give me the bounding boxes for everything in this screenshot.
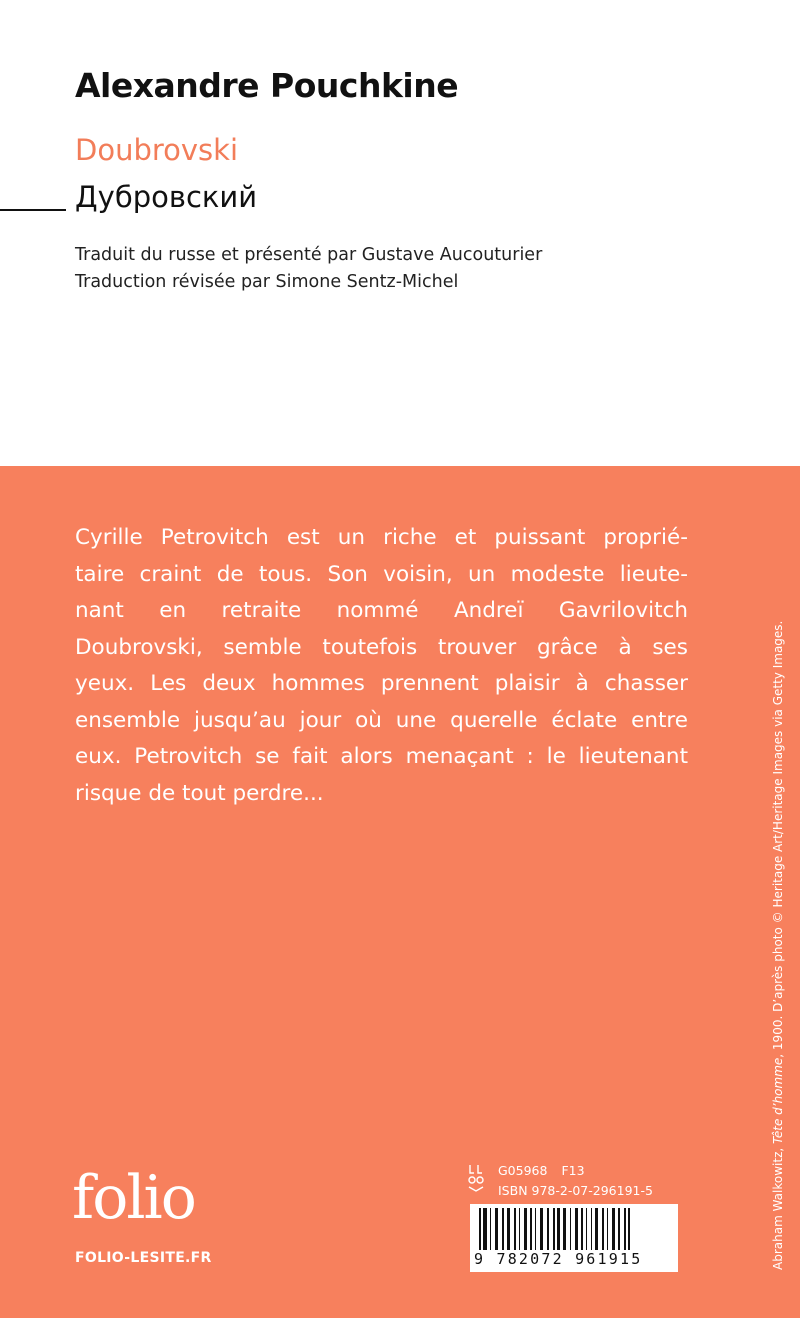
barcode-bar	[507, 1208, 510, 1250]
barcode-bar	[483, 1208, 485, 1256]
barcode-bar	[490, 1208, 491, 1250]
barcode-bar	[618, 1208, 620, 1250]
image-credit	[771, 621, 785, 1270]
blurb-line: ensemble jusqu’au jour où une querelle éclate entre	[75, 707, 688, 733]
barcode-bar	[628, 1208, 630, 1256]
barcode-bar	[502, 1208, 504, 1250]
image-credit-work-title: Tête d’homme	[771, 1057, 785, 1144]
barcode-bar	[530, 1208, 532, 1250]
cover-header	[0, 0, 800, 466]
product-code: G05968	[498, 1163, 548, 1178]
blurb-text	[75, 520, 688, 812]
barcode-bar	[485, 1208, 487, 1250]
ean-digits: 9 782072 961915	[474, 1250, 674, 1268]
barcode-bar	[563, 1208, 566, 1250]
barcode-bar	[602, 1208, 604, 1250]
barcode-bar	[540, 1208, 543, 1250]
folio-site-link[interactable]: FOLIO-LESITE.FR	[75, 1250, 212, 1266]
blurb-line: yeux. Les deux hommes prennent plaisir à chasser	[75, 671, 688, 696]
barcode-bar	[586, 1208, 587, 1250]
blurb-line: taire craint de tous. Son voisin, un modeste lieute-	[75, 561, 688, 587]
title-french: Doubrovski	[75, 133, 239, 167]
isbn: ISBN 978-2-07-296191-5	[498, 1183, 653, 1198]
blurb-line: risque de tout perdre...	[75, 780, 324, 806]
barcode-bar	[557, 1208, 559, 1256]
barcode-bar	[479, 1208, 481, 1256]
price-code: F13	[561, 1163, 585, 1178]
revision-credit: Traduction révisée par Simone Sentz-Michel	[75, 272, 459, 292]
folio-logo: folio	[72, 1163, 195, 1233]
barcode-bar	[553, 1208, 555, 1256]
barcode-bar	[607, 1208, 608, 1250]
title-rule	[0, 209, 66, 211]
barcode-bar	[612, 1208, 615, 1250]
image-credit-artist: Abraham Walkowitz,	[771, 1143, 785, 1270]
barcode-bar	[575, 1208, 578, 1250]
barcode-bar	[624, 1208, 626, 1256]
barcode-bar	[570, 1208, 571, 1250]
barcode-bars	[473, 1208, 673, 1256]
barcode-bar	[495, 1208, 498, 1250]
barcode-bar	[524, 1208, 527, 1250]
barcode-bar	[581, 1208, 583, 1250]
barcode-bar	[519, 1208, 520, 1250]
barcode-bar	[535, 1208, 536, 1250]
barcode-bar	[514, 1208, 516, 1250]
image-credit-source: , 1900. D’après photo © Heritage Art/Heritage Images via Getty Images.	[771, 620, 785, 1058]
translator-credit: Traduit du russe et présenté par Gustave Aucouturier	[75, 245, 543, 265]
author-name: Alexandre Pouchkine	[75, 66, 459, 105]
blurb-line: Doubrovski, semble toutefois trouver grâce à ses	[75, 634, 688, 660]
barcode-bar	[591, 1208, 592, 1250]
title-russian: Дубровский	[75, 180, 258, 214]
gallimard-mark-icon	[465, 1163, 487, 1193]
blurb-line: Cyrille Petrovitch est un riche et puissant proprié-	[75, 525, 688, 550]
blurb-line: nant en retraite nommé Andreï Gavrilovitch	[75, 598, 688, 623]
code-line	[498, 1163, 585, 1178]
barcode-bar	[547, 1208, 549, 1250]
barcode-bar	[595, 1208, 598, 1250]
barcode-bar	[559, 1208, 560, 1250]
blurb-line: eux. Petrovitch se fait alors menaçant : le lieutenant	[75, 744, 688, 769]
